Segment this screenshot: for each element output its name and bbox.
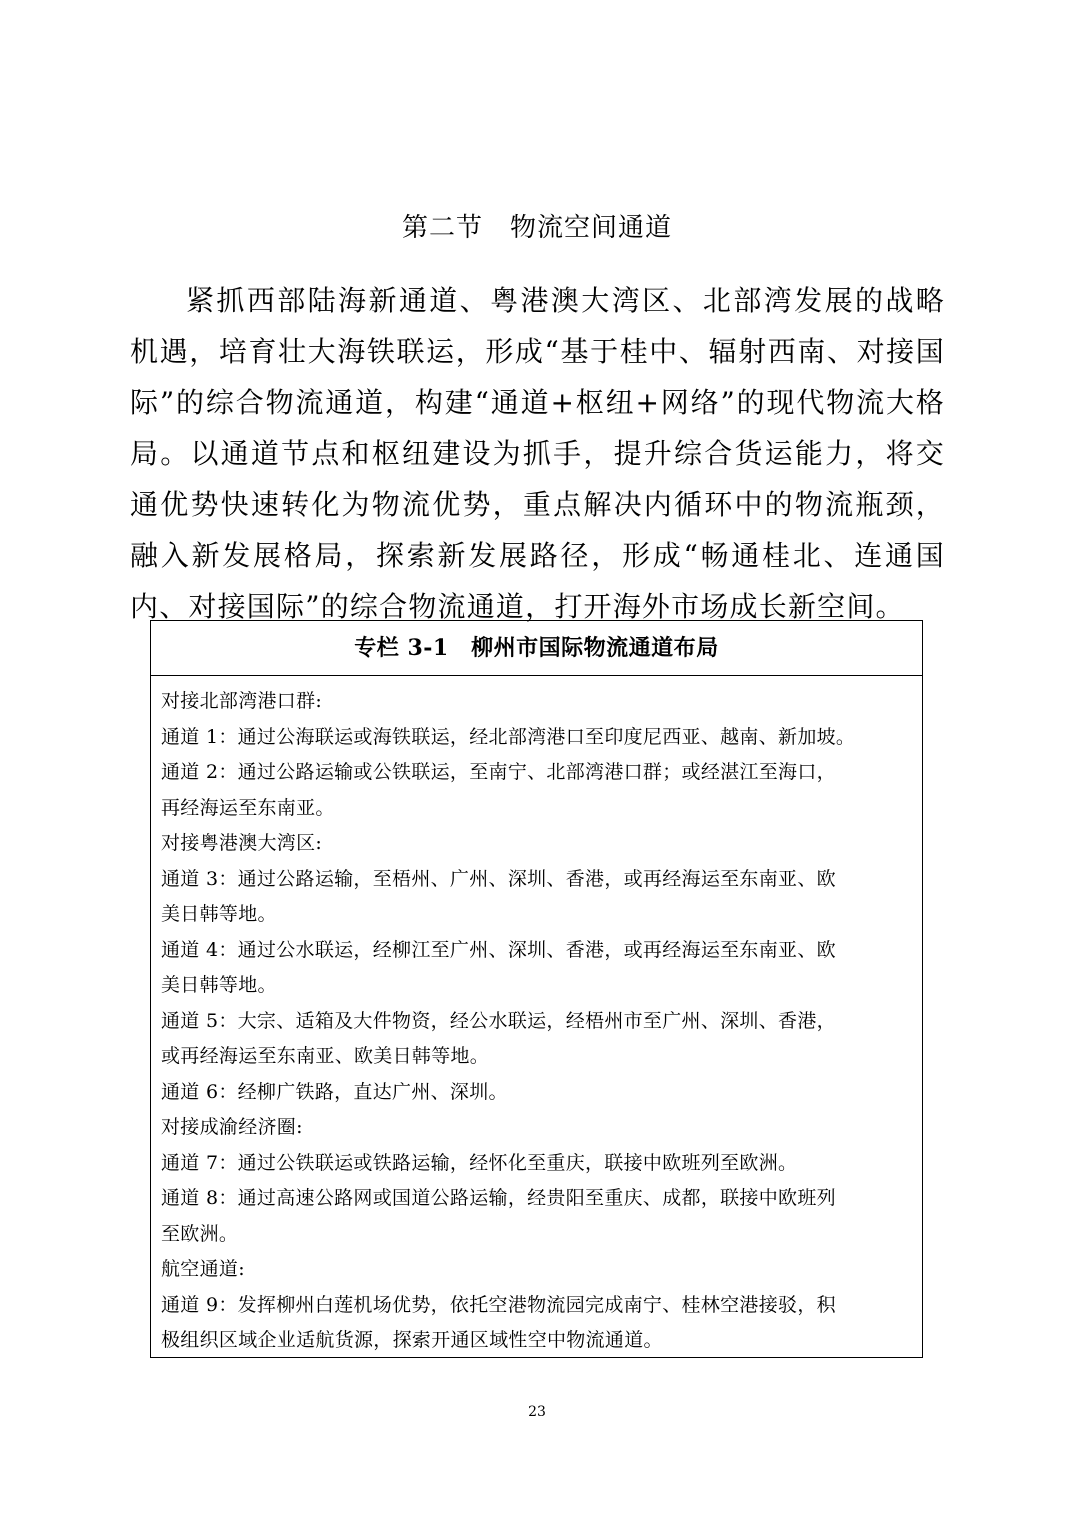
box-line: 通道 4：通过公水联运，经柳江至广州、深圳、香港，或再经海运至东南亚、欧: [161, 938, 836, 961]
box-line: 航空通道:: [161, 1258, 245, 1280]
feature-box: [150, 620, 923, 1358]
box-line: 再经海运至东南亚。: [161, 796, 335, 819]
box-line: 通道 9：发挥柳州白莲机场优势，依托空港物流园完成南宁、桂林空港接驳，积: [161, 1293, 836, 1316]
box-line: 通道 5：大宗、适箱及大件物资，经公水联运，经梧州市至广州、深圳、香港，: [161, 1009, 836, 1032]
box-line: 至欧洲。: [161, 1222, 239, 1245]
box-line: 美日韩等地。: [161, 974, 277, 996]
box-line: 美日韩等地。: [161, 903, 277, 925]
box-line: 通道 6：经柳广铁路，直达广州、深圳。: [161, 1080, 508, 1103]
box-line: 通道 3：通过公路运输，至梧州、广州、深圳、香港，或再经海运至东南亚、欧: [161, 867, 836, 890]
box-line: 或再经海运至东南亚、欧美日韩等地。: [161, 1045, 490, 1067]
box-line: 通道 2：通过公路运输或公铁联运，至南宁、北部湾港口群；或经湛江至海口，: [161, 761, 836, 783]
box-line: 通道 8：通过高速公路网或国道公路运输，经贵阳至重庆、成都，联接中欧班列: [161, 1187, 836, 1209]
box-line: 通道 7：通过公铁联运或铁路运输，经怀化至重庆，联接中欧班列至欧洲。: [161, 1151, 798, 1174]
feature-box-title: 专栏 3-1 柳州市国际物流通道布局: [151, 621, 922, 676]
box-line: 对接成渝经济圈:: [161, 1116, 303, 1138]
box-line: 极组织区域企业适航货源，探索开通区域性空中物流通道。: [161, 1329, 663, 1351]
page-number: 23: [528, 1404, 546, 1420]
body-paragraph: 紧抓西部陆海新通道、粤港澳大湾区、北部湾发展的战略机遇，培育壮大海铁联运，形成“基于桂中、辐射西南、对接国际”的综合物流通道，构建“通道+枢纽+网络”的现代物流大格局。以通道节点和枢纽建设为抓手，提升综合货运能力，将交通优势快速转化为物流优势，重点解决内循环中的物流瓶颈，融入新发展格局，探索新发展路径，形成“畅通桂北、连通国内、对接国际”的综合物流通道，打开海外市场成长新空间。: [130, 284, 945, 623]
box-line: 对接北部湾港口群:: [161, 690, 323, 712]
box-line: 对接粤港澳大湾区:: [161, 832, 323, 854]
box-line: 通道 1：通过公海联运或海铁联运，经北部湾港口至印度尼西亚、越南、新加坡。: [161, 725, 856, 748]
feature-box-content: [151, 676, 922, 1359]
section-title: 第二节 物流空间通道: [401, 213, 672, 243]
